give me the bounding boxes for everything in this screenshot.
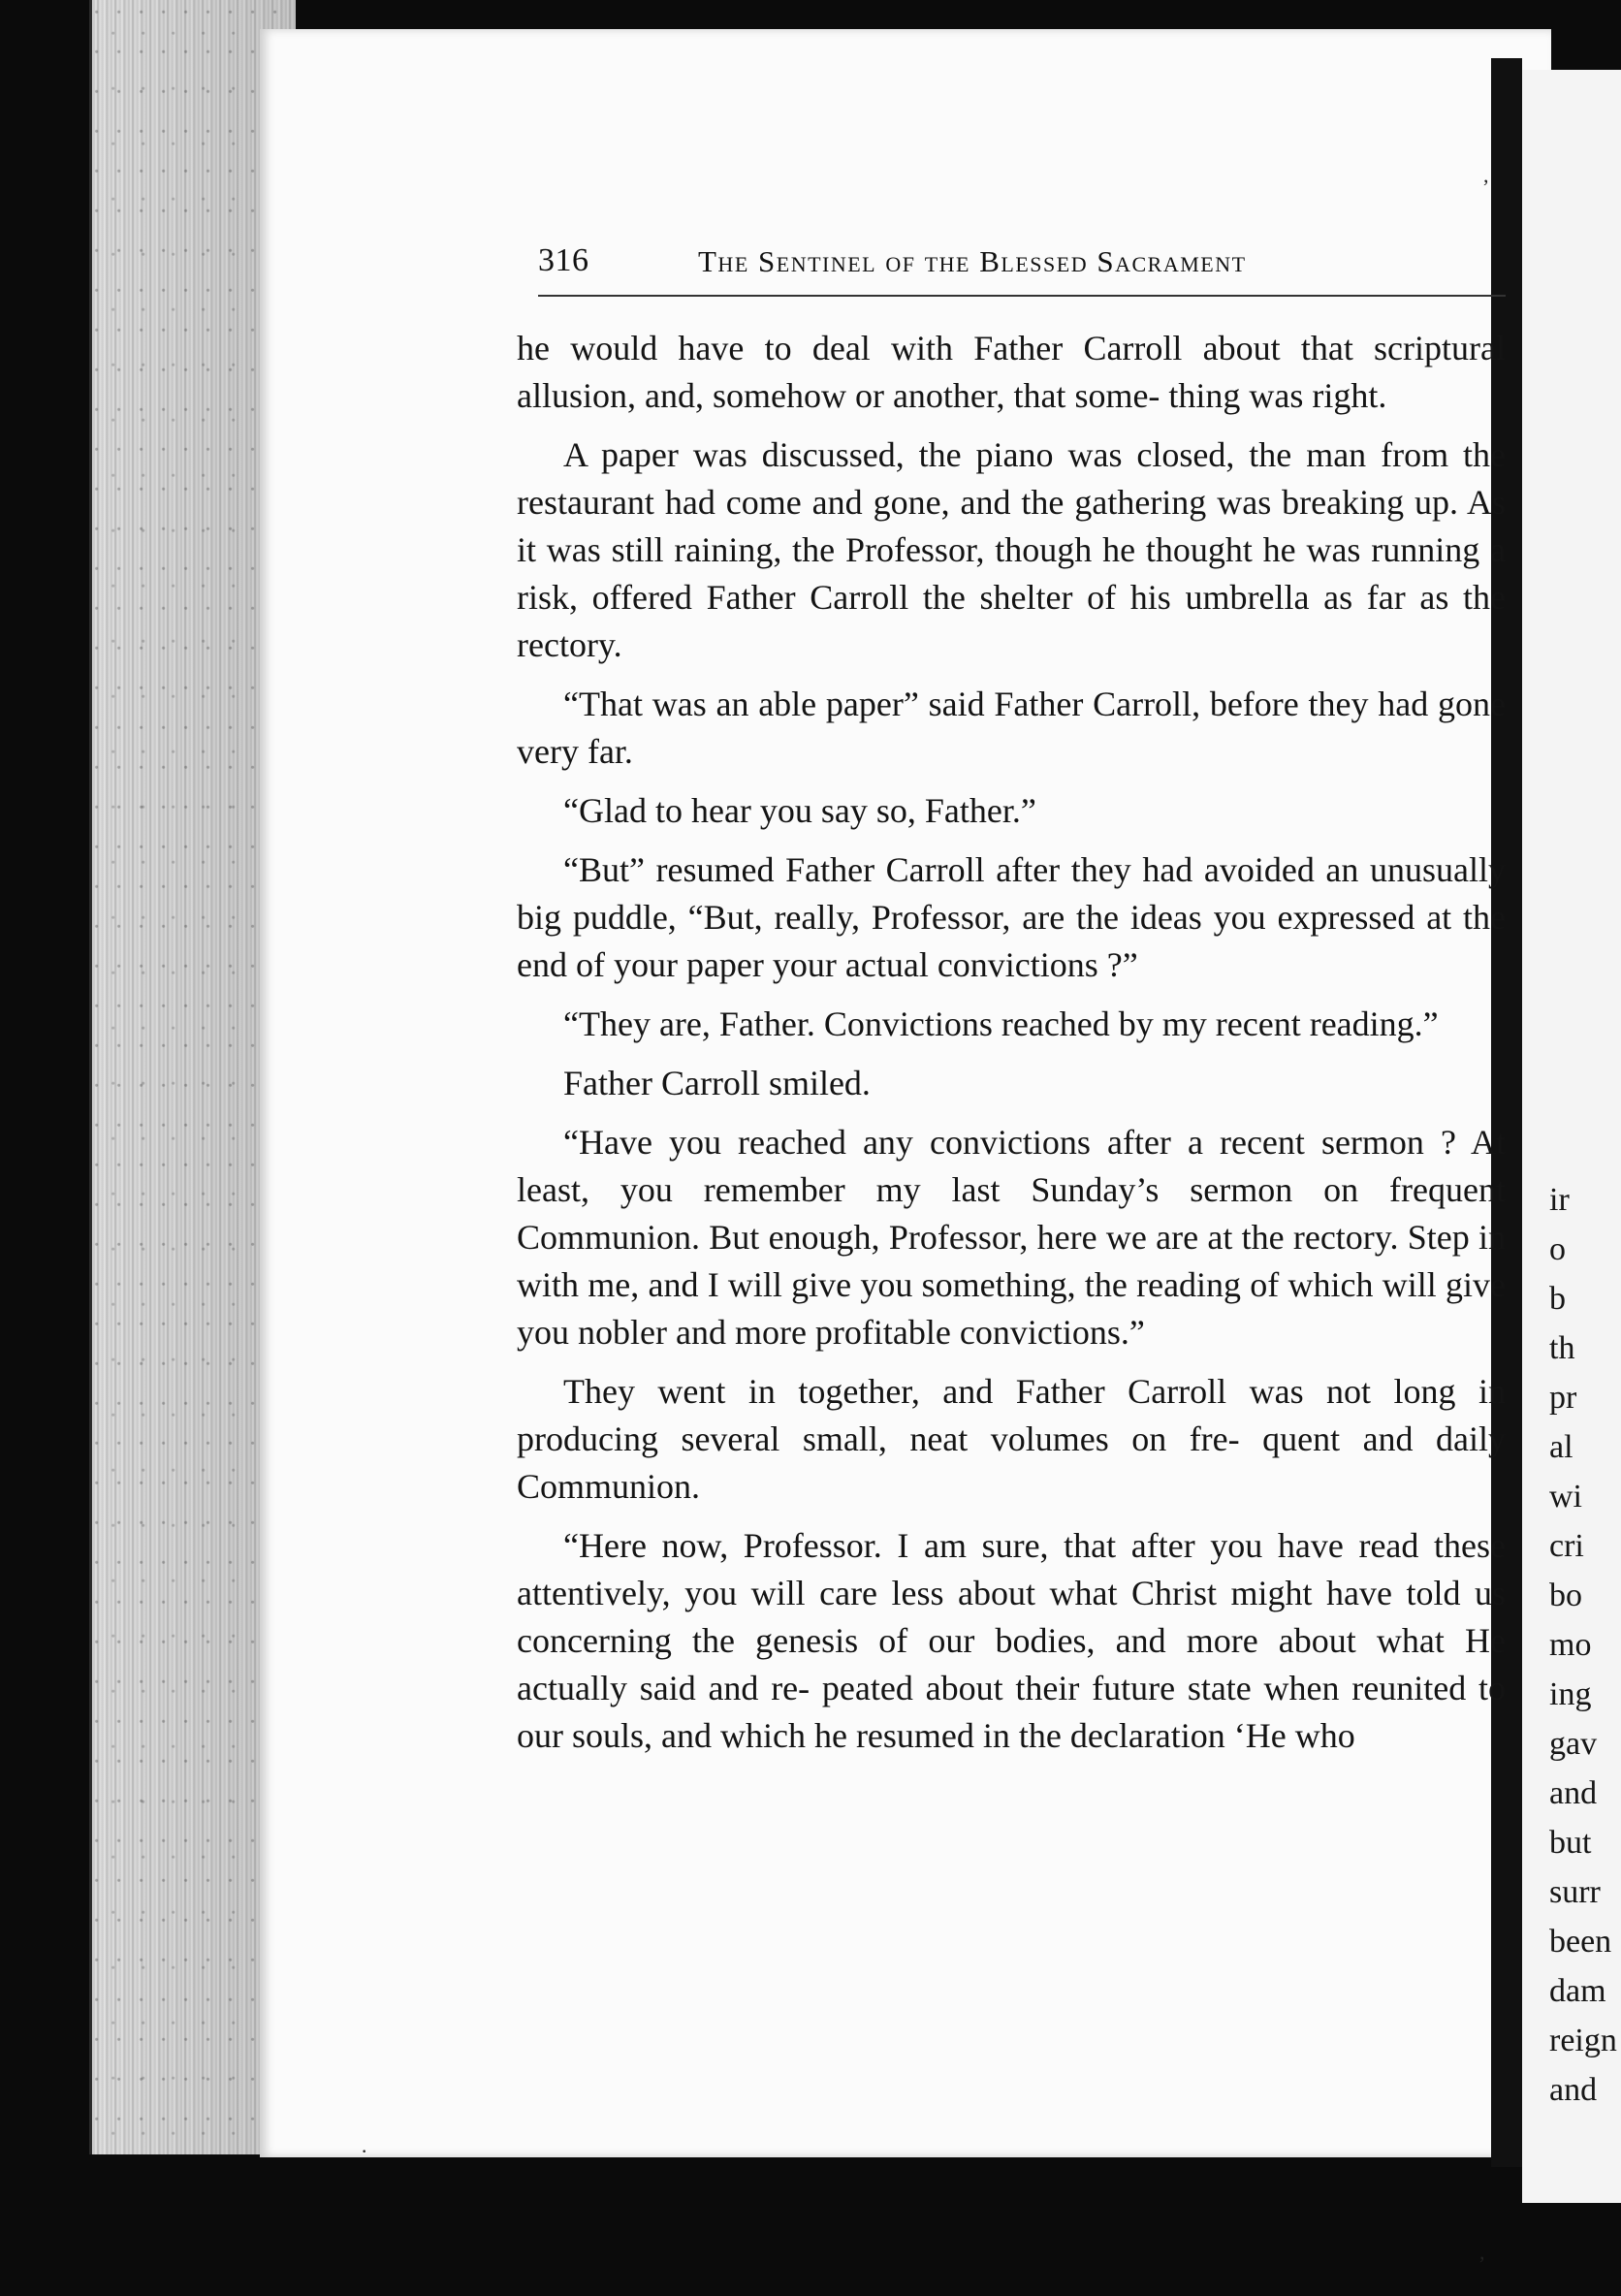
adjacent-fragment: but xyxy=(1549,1825,1592,1861)
paragraph-10: “Here now, Professor. I am sure, that after you have read these attentively, you will care less about what Christ might have told us concerning the genesis of our bodies, and more about what He actually said and re- peated about their future state when reunited to our souls, and which he resumed in the declaration ‘He who xyxy=(517,1526,1506,1755)
adjacent-fragment: reign xyxy=(1549,2023,1617,2058)
paragraph-8: “Have you reached any convictions after a recent sermon ? At least, you remember my last Sunday’s sermon on frequent Communion. But enough, Professor, here we are at the rectory. Step in with me, and I will give you something, the reading of which will give you nobler and more profitable convictions.” xyxy=(517,1123,1506,1352)
paragraph-2: A paper was discussed, the piano was closed, the man from the restaurant had come and gone, and the gathering was breaking up. As it was still raining, the Professor, though he thought he was running a risk, offered Father Carroll the shelter of his umbrella as far as the rectory. xyxy=(517,435,1506,664)
adjacent-fragment: gav xyxy=(1549,1726,1598,1762)
adjacent-fragment: surr xyxy=(1549,1874,1601,1910)
scan-speck: · xyxy=(361,2139,368,2163)
adjacent-page-text xyxy=(1549,1175,1621,2115)
paragraph-4: “Glad to hear you say so, Father.” xyxy=(563,791,1036,830)
header-rule xyxy=(538,295,1506,297)
running-title: The Sentinel of the Blessed Sacrament xyxy=(698,244,1247,278)
paragraph-9: They went in together, and Father Carroll was not long in producing several small, neat volumes on fre- quent and daily Communion. xyxy=(517,1372,1506,1506)
adjacent-fragment: o xyxy=(1549,1231,1566,1267)
adjacent-fragment: dam xyxy=(1549,1973,1606,2009)
paragraph-7: Father Carroll smiled. xyxy=(563,1064,871,1102)
page-number: 316 xyxy=(538,242,589,278)
adjacent-fragment: cri xyxy=(1549,1528,1584,1564)
scan-speck: , xyxy=(1479,2240,1485,2264)
adjacent-fragment: wi xyxy=(1549,1479,1582,1515)
paragraph-6: “They are, Father. Convictions reached by my recent reading.” xyxy=(563,1004,1439,1043)
adjacent-fragment: mo xyxy=(1549,1627,1592,1663)
paragraph-3: “That was an able paper” said Father Carroll, before they had gone very far. xyxy=(517,685,1506,771)
paragraph-1: he would have to deal with Father Carroll about that scriptural allusion, and, somehow or another, that some- thing was right. xyxy=(517,329,1506,415)
adjacent-fragment: b xyxy=(1549,1281,1566,1317)
adjacent-fragment: been xyxy=(1549,1924,1612,1960)
adjacent-fragment: and xyxy=(1549,2072,1598,2108)
paragraph-5: “But” resumed Father Carroll after they had avoided an unusually big puddle, “But, really, Professor, are the ideas you expressed at the end of your paper your actual convictions ?” xyxy=(517,850,1506,984)
adjacent-fragment: ir xyxy=(1549,1182,1570,1218)
adjacent-fragment: ing xyxy=(1549,1676,1592,1712)
adjacent-fragment: pr xyxy=(1549,1380,1577,1416)
scan-speck: , xyxy=(1483,163,1489,187)
adjacent-fragment: and xyxy=(1549,1775,1598,1811)
adjacent-fragment: th xyxy=(1549,1330,1575,1366)
body-text xyxy=(517,325,1506,1771)
adjacent-fragment: al xyxy=(1549,1429,1573,1465)
page-header xyxy=(538,242,1508,301)
adjacent-fragment: bo xyxy=(1549,1578,1582,1613)
